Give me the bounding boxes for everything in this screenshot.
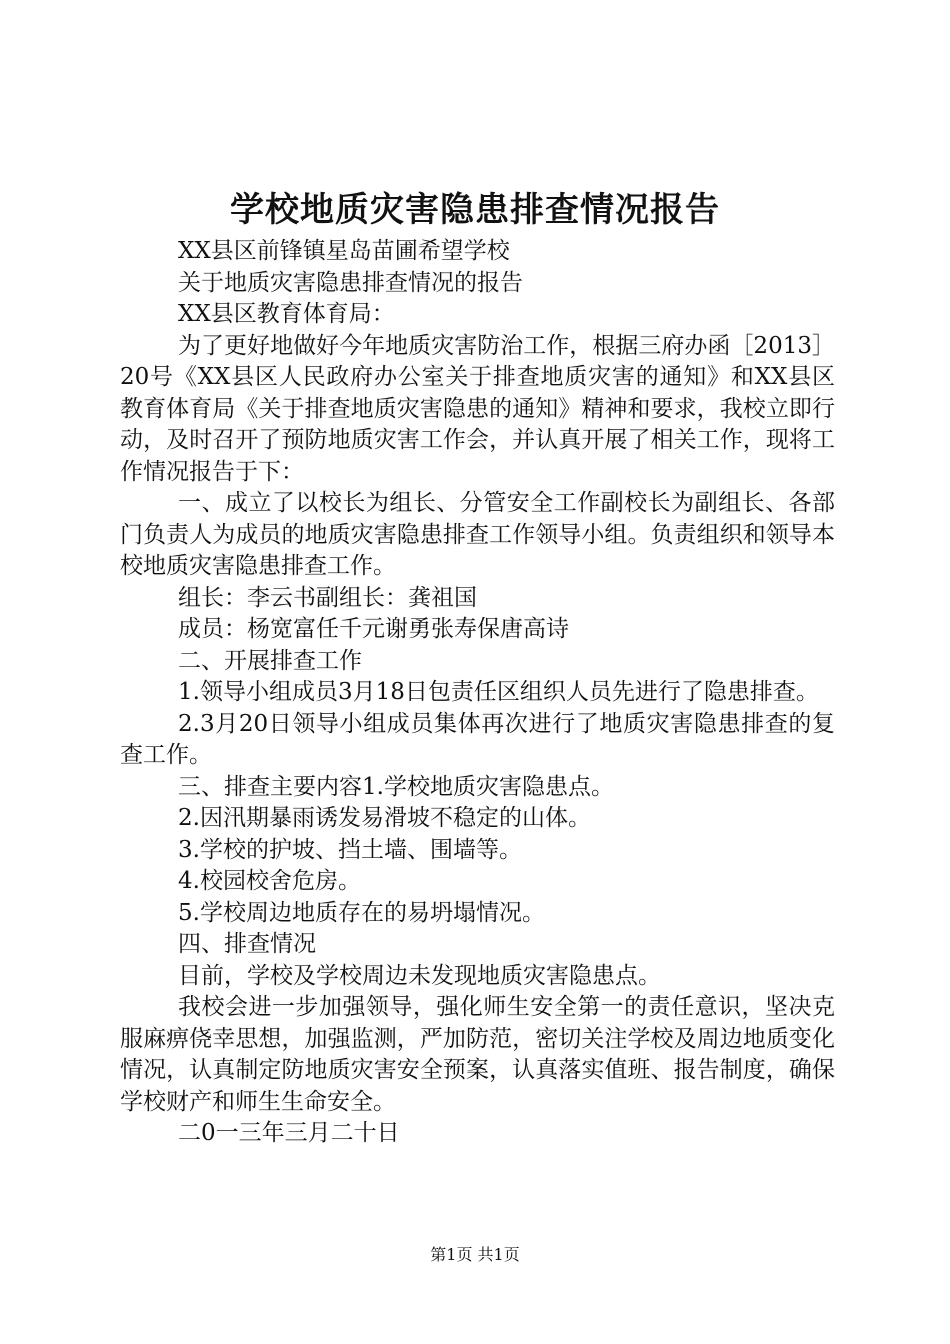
paragraph-section-three-item-4: 4.校园校舍危房。 [178,868,361,894]
document-body [120,236,835,1150]
paragraph-section-three-item-5: 5.学校周边地质存在的易坍塌情况。 [178,899,545,926]
paragraph-group-members: 成员：杨宽富任千元谢勇张寿保唐高诗 [178,616,569,642]
paragraph-commitment: 我校会进一步加强领导，强化师生安全第一的责任意识，坚决克服麻痹侥幸思想，加强监测，严加防范，密切关注学校及周边地质变化情况，认真制定防地质灾害安全预案，认真落实值班、报告制度，确保学校财产和师生生命安全。 [120,994,835,1115]
paragraph-section-four-heading: 四、排查情况 [178,931,316,957]
paragraph-section-two-heading: 二、开展排查工作 [178,647,362,674]
paragraph-school-name: XX县区前锋镇星岛苗圃希望学校 [178,238,510,264]
paragraph-introduction: 为了更好地做好今年地质灾害防治工作，根据三府办函［2013］20号《XX县区人民政府办公室关于排查地质灾害的通知》和XX县区教育体育局《关于排查地质灾害隐患的通知》精神和要求，我校立即行动，及时召开了预防地质灾害工作会，并认真开展了相关工作，现将工作情况报告于下： [120,332,835,485]
paragraph-section-two-item-1: 1.领导小组成员3月18日包责任区组织人员先进行了隐患排查。 [178,679,819,705]
paragraph-section-one: 一、成立了以校长为组长、分管安全工作副校长为副组长、各部门负责人为成员的地质灾害隐患排查工作领导小组。负责组织和领导本校地质灾害隐患排查工作。 [120,490,835,579]
page-footer: 第1页 共1页 [430,1245,520,1264]
paragraph-section-three-item-2: 2.因汛期暴雨诱发易滑坡不稳定的山体。 [178,805,591,831]
paragraph-current-status: 目前，学校及学校周边未发现地质灾害隐患点。 [178,962,661,989]
paragraph-recipient: XX县区教育体育局： [178,301,395,327]
paragraph-section-three-heading: 三、排查主要内容1.学校地质灾害隐患点。 [178,773,614,800]
paragraph-section-three-item-3: 3.学校的护坡、挡土墙、围墙等。 [178,836,522,863]
document-title: 学校地质灾害隐患排查情况报告 [230,190,720,230]
paragraph-section-two-item-2: 2.3月20日领导小组成员集体再次进行了地质灾害隐患排查的复查工作。 [120,710,835,768]
paragraph-group-leaders: 组长：李云书副组长：龚祖国 [178,584,477,611]
paragraph-report-subject: 关于地质灾害隐患排查情况的报告 [178,269,523,296]
paragraph-date: 二0一三年三月二十日 [178,1120,400,1146]
